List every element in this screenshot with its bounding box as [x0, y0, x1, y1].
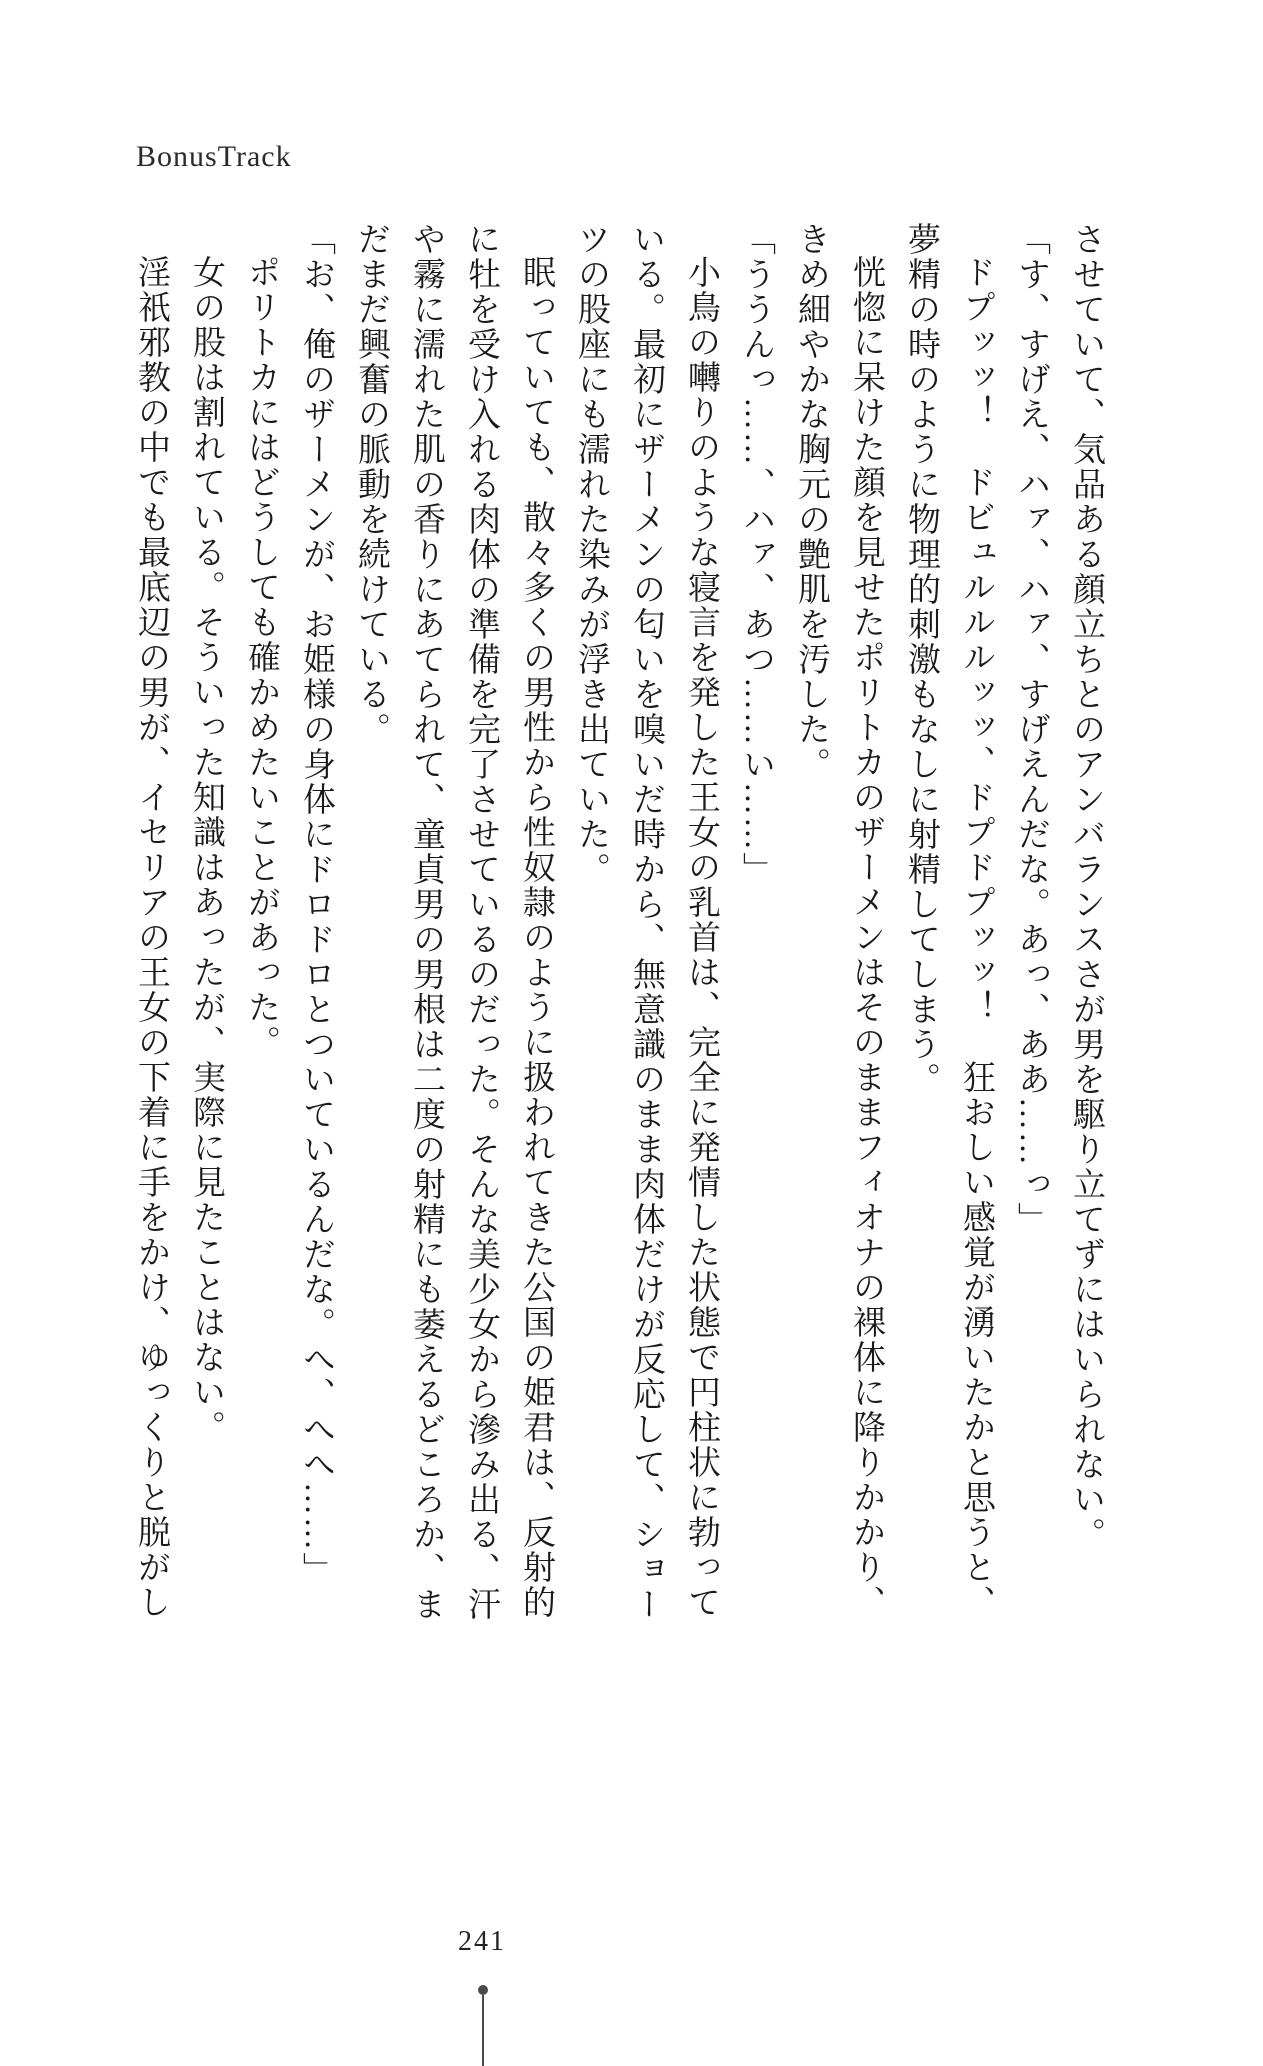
paragraph: 女の股は割れている。そういった知識はあったが、実際に見たことはない。: [188, 255, 224, 1445]
page-number: 241: [458, 1926, 506, 1957]
paragraph: ポリトカにはどうしても確かめたいことがあった。: [243, 255, 279, 1060]
paragraph: 淫祇邪教の中でも最底辺の男が、イセリアの王女の下着に手をかけ、ゆっくりと脱がし: [133, 255, 169, 1620]
paragraph: 恍惚に呆けた顔を見せたポリトカのザーメンはそのままフィオナの裸体に降りかかり、きめ細やかな胸元の艶肌を汚した。: [793, 222, 884, 1620]
paragraph: 「す、すげえ、ハァ、ハァ、すげえんだな。あっ、ああ……っ」: [1013, 222, 1049, 1237]
running-header: BonusTrack: [136, 140, 292, 173]
vertical-text-block: [123, 222, 1113, 1624]
paragraph: 眠っていても、散々多くの男性から性奴隷のように扱われてきた公国の姫君は、反射的に牡を受け入れる肉体の準備を完了させているのだった。そんな美少女から滲み出る、汗や霧に濡れた肌の香りにあてられて、童貞男の男根は二度の射精にも萎えるどころか、まだまだ興奮の脈動を続けている。: [353, 222, 554, 1622]
paragraph: ドプッッ！ ドビュルルルッッ、ドプドプッッ！ 狂おしい感覚が湧いたかと思うと、夢精の時のように物理的刺激もなしに射精してしまう。: [903, 222, 994, 1620]
ornament-dot-icon: [478, 1985, 488, 1995]
paragraph: させていて、気品ある顔立ちとのアンバランスさが男を駆り立てずにはいられない。: [1068, 222, 1104, 1552]
ornament-stem: [482, 1995, 484, 2066]
paragraph: 「ううんっ……、ハァ、あつ……い……」: [738, 222, 774, 887]
paragraph: 「お、俺のザーメンが、お姫様の身体にドロドロとついているんだな。へ、へへ……」: [298, 222, 334, 1587]
footer-pin-ornament: [477, 1985, 488, 2066]
paragraph: 小鳥の囀りのような寝言を発した王女の乳首は、完全に発情した状態で円柱状に勃っている。最初にザーメンの匂いを嗅いだ時から、無意識のまま肉体だけが反応して、ショーツの股座にも濡れた染みが浮き出ていた。: [573, 222, 719, 1622]
